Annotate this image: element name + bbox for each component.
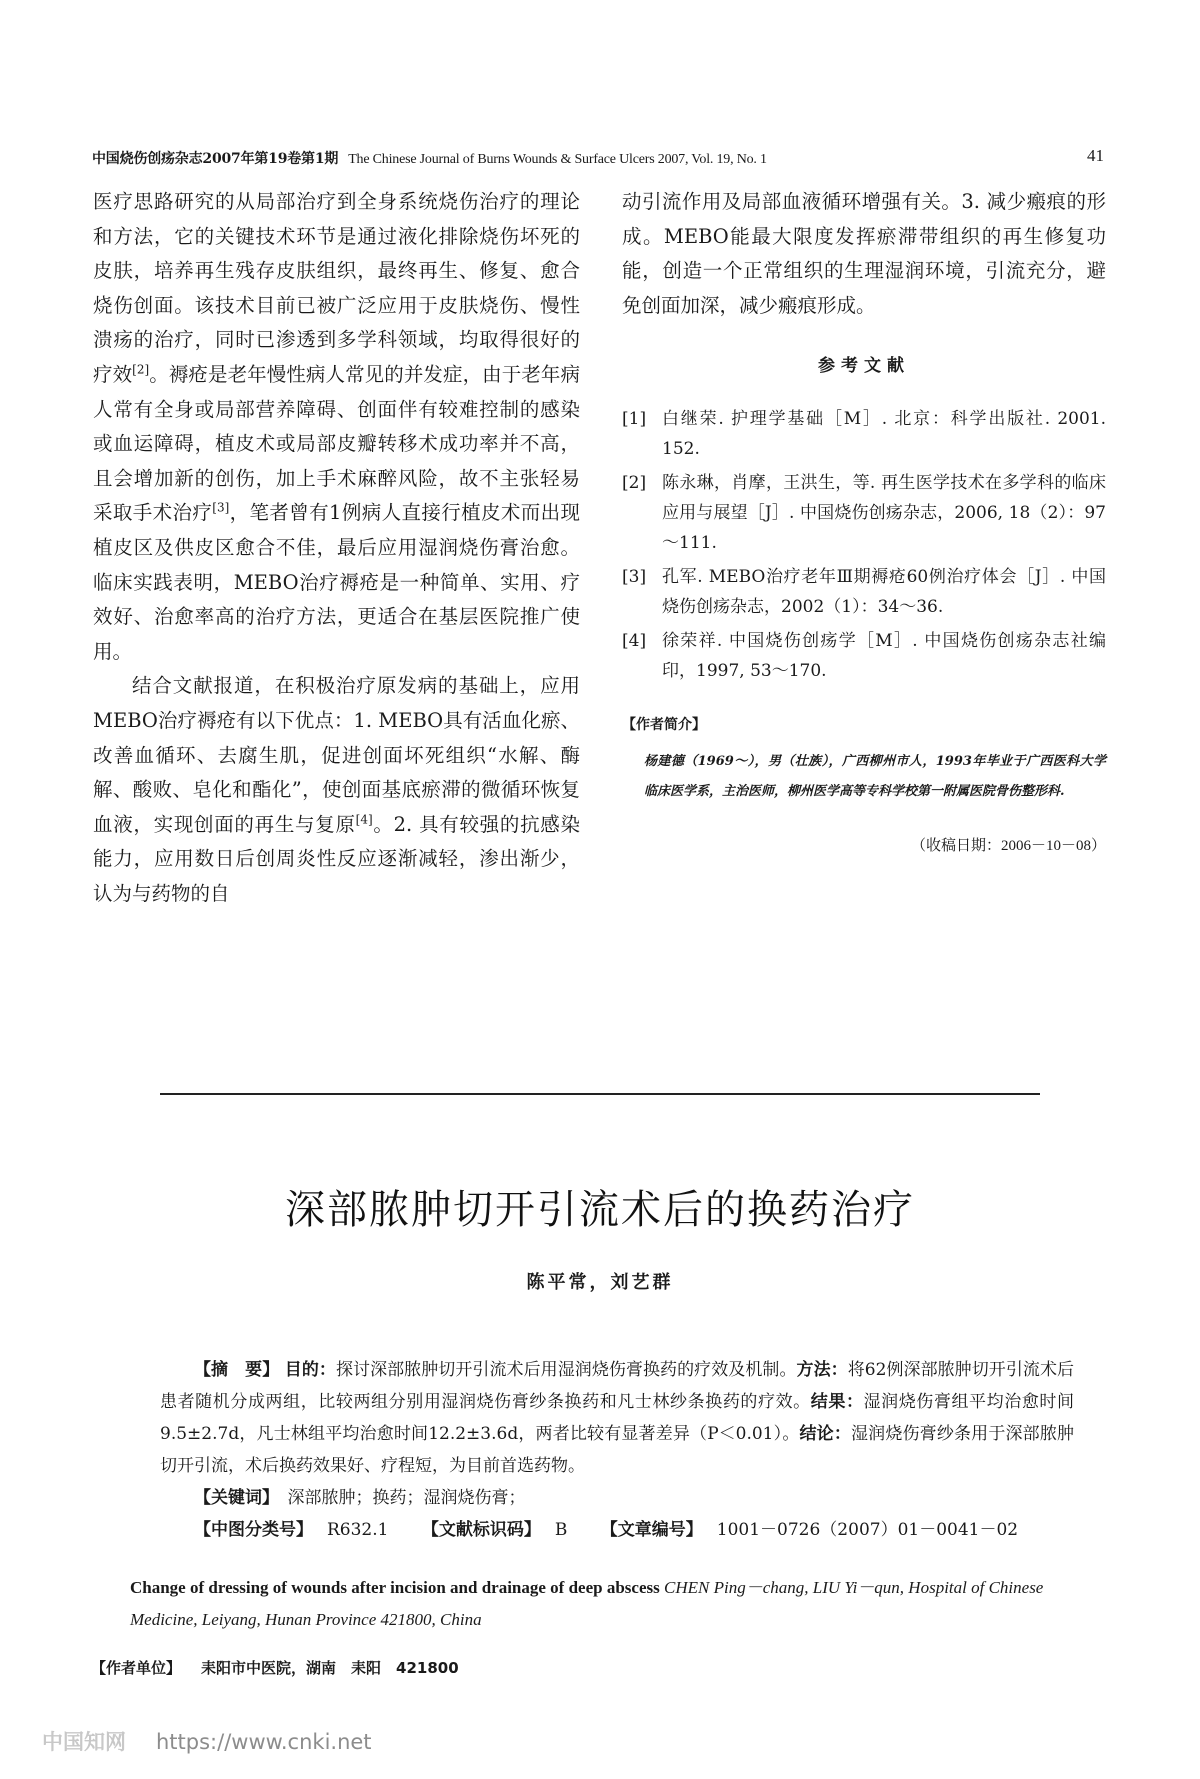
journal-name-en: The Chinese Journal of Burns Wounds & Surface Ulcers 2007, Vol. 19, No. 1 bbox=[348, 152, 767, 167]
citation: [2] bbox=[132, 362, 150, 377]
reference-item: [3] 孔军. MEBO治疗老年Ⅲ期褥疮60例治疗体会［J］. 中国烧伤创疡杂志，2002（1）：34～36. bbox=[622, 566, 1106, 617]
article-authors: 陈平常，刘艺群 bbox=[526, 1272, 674, 1293]
paragraph: 医疗思路研究的从局部治疗到全身系统烧伤治疗的理论和方法，它的关键技术环节是通过液化排除烧伤坏死的皮肤，培养再生残存皮肤组织，最终再生、修复、愈合烧伤创面。该技术目前已被广泛应用于皮肤烧伤、慢性溃疡的治疗，同时已渗透到多学科领域，均取得很好的疗效[2]。褥疮是老年慢性病人常见的并发症，由于老年病人常有全身或局部营养障碍、创面伴有较难控制的感染或血运障碍，植皮术或局部皮瓣转移术成功率并不高，且会增加新的创伤，加上手术麻醉风险，故不主张轻易采取手术治疗[3]，笔者曾有1例病人直接行植皮术而出现植皮区及供皮区愈合不佳，最后应用湿润烧伤膏治愈。临床实践表明，MEBO治疗褥疮是一种简单、实用、疗效好、治愈率高的治疗方法，更适合在基层医院推广使用。 bbox=[93, 190, 580, 663]
journal-name-cn: 中国烧伤创疡杂志2007年第19卷第1期 bbox=[92, 151, 339, 167]
author-intro-label: 【作者简介】 bbox=[622, 716, 706, 733]
citation: [3] bbox=[212, 500, 230, 515]
author-intro-text: 杨建德（1969～），男（壮族），广西柳州市人，1993年毕业于广西医科大学临床医学系，主治医师，柳州医学高等专科学校第一附属医院骨伤整形科. bbox=[644, 753, 1106, 799]
cnki-watermark bbox=[42, 1726, 372, 1756]
reference-item: [1] 白继荣. 护理学基础［M］. 北京：科学出版社. 2001. 152. bbox=[622, 408, 1106, 459]
keywords: 【关键词】 深部脓肿；换药；湿润烧伤膏； bbox=[194, 1488, 526, 1508]
cnki-url: https://www.cnki.net bbox=[156, 1730, 372, 1754]
abstract-label: 【摘 要】 bbox=[194, 1360, 280, 1380]
running-header bbox=[92, 148, 1102, 172]
paragraph: 动引流作用及局部血液循环增强有关。3. 减少瘢痕的形成。MEBO能最大限度发挥瘀滞带组织的再生修复功能，创造一个正常组织的生理湿润环境，引流充分，避免创面加深，减少瘢痕形成。 bbox=[622, 190, 1106, 317]
received-date: （收稿日期：2006－10－08） bbox=[910, 837, 1106, 854]
abstract-block bbox=[160, 1354, 1074, 1546]
paragraph: 结合文献报道，在积极治疗原发病的基础上，应用MEBO治疗褥疮有以下优点：1. MEBO具有活血化瘀、改善血循环、去腐生肌，促进创面坏死组织“水解、酶解、酸败、皂化和酯化”，使创面基底瘀滞的微循环恢复血液，实现创面的再生与复原[4]。2. 具有较强的抗感染能力，应用数日后创周炎性反应逐渐减轻，渗出渐少，认为与药物的自 bbox=[93, 674, 580, 905]
left-column bbox=[93, 185, 580, 911]
article-title: 深部脓肿切开引流术后的换药治疗 bbox=[285, 1187, 915, 1233]
section-divider bbox=[160, 1093, 1040, 1095]
reference-item: [4] 徐荣祥. 中国烧伤创疡学［M］. 中国烧伤创疡杂志社编印，1997, 53～170. bbox=[622, 630, 1106, 681]
reference-item: [2] 陈永琳，肖摩，王洪生，等. 再生医学技术在多学科的临床应用与展望［J］. 中国烧伤创疡杂志，2006, 18（2）：97～111. bbox=[622, 472, 1106, 553]
citation: [4] bbox=[355, 812, 373, 827]
classification-line: 【中图分类号】 R632.1 【文献标识码】 B 【文章编号】 1001－0726（2007）01－0041－02 bbox=[194, 1520, 1019, 1540]
abstract: 【摘 要】 目的：探讨深部脓肿切开引流术后用湿润烧伤膏换药的疗效及机制。方法：将62例深部脓肿切开引流术后患者随机分成两组，比较两组分别用湿润烧伤膏纱条换药和凡士林纱条换药的疗效。结果：湿润烧伤膏组平均治愈时间9.5±2.7d，凡士林组平均治愈时间12.2±3.6d，两者比较有显著差异（P＜0.01）。结论：湿润烧伤膏纱条用于深部脓肿切开引流，术后换药效果好、疗程短，为目前首选药物。 bbox=[160, 1360, 1075, 1476]
cnki-logo: 中国知网 bbox=[42, 1730, 126, 1754]
author-affiliation: 【作者单位】 耒阳市中医院，湖南 耒阳 421800 bbox=[91, 1659, 459, 1677]
references-heading: 参考文献 bbox=[818, 356, 910, 377]
reference-list bbox=[622, 404, 1106, 686]
page-number: 41 bbox=[1087, 146, 1104, 165]
right-column bbox=[622, 185, 1106, 863]
english-title: Change of dressing of wounds after incision and drainage of deep abscess CHEN Ping－chang, LIU Yi－qun, Hospital of Chinese Medicine, Leiyang, Hunan Province 421800, China bbox=[130, 1578, 1044, 1629]
